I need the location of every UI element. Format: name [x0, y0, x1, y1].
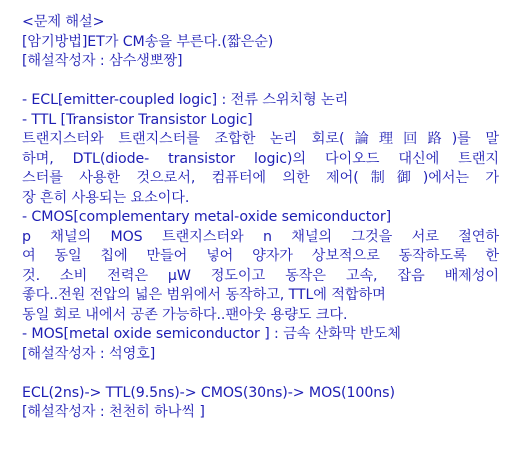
cmos-desc-line: 동일 회로 내에서 공존 가능하다..팬아웃 용량도 크다. [22, 306, 348, 323]
author-credit: [해설작성자 : 삼수생뽀짱] [22, 53, 183, 69]
ttl-heading: - TTL [Transistor Transistor Logic] [22, 111, 253, 128]
cmos-desc-line: 여 동일 칩에 만들어 넣어 양자가 상보적으로 동작하도록 한 [22, 248, 499, 264]
cmos-desc-line: p 채널의 MOS 트랜지스터와 n 채널의 그것을 서로 절연하 [22, 228, 499, 245]
mnemonic-line: [암기방법]ET가 CM송을 부른다.(짧은순) [22, 33, 274, 50]
author-credit: [해설작성자 : 석영호] [22, 345, 156, 362]
speed-order: ECL(2ns)-> TTL(9.5ns)-> CMOS(30ns)-> MOS(100ns) [22, 384, 395, 401]
ttl-desc-line: 스터를 사용한 것으로서, 컴퓨터에 의한 제어(制御)에서는 가 [22, 170, 499, 186]
ecl-definition: - ECL[emitter-coupled logic] : 전류 스위치형 논리 [22, 92, 349, 108]
spacer [22, 364, 499, 384]
ttl-desc-line: 트랜지스터와 트랜지스터를 조합한 논리 회로(論理回路)를 말 [22, 131, 499, 147]
cmos-desc-line: 것. 소비 전력은 μW 정도이고 동작은 고속, 잡음 배제성이 [22, 267, 499, 284]
cmos-desc-line: 좋다..전원 전압의 넓은 범위에서 동작하고, TTL에 적합하며 [22, 287, 386, 303]
cmos-heading: - CMOS[complementary metal-oxide semiconductor] [22, 209, 392, 225]
mos-definition: - MOS[metal oxide semiconductor ] : 금속 산화막 반도체 [22, 326, 401, 342]
section-title: <문제 해설> [22, 14, 105, 30]
ttl-desc-line: 하며, DTL(diode- transistor logic)의 다이오드 대신에 트랜지 [22, 150, 499, 167]
author-credit: [해설작성자 : 천천히 하나씩 ] [22, 404, 205, 420]
ttl-desc-line: 장 흔히 사용되는 요소이다. [22, 189, 190, 206]
spacer [22, 72, 499, 92]
